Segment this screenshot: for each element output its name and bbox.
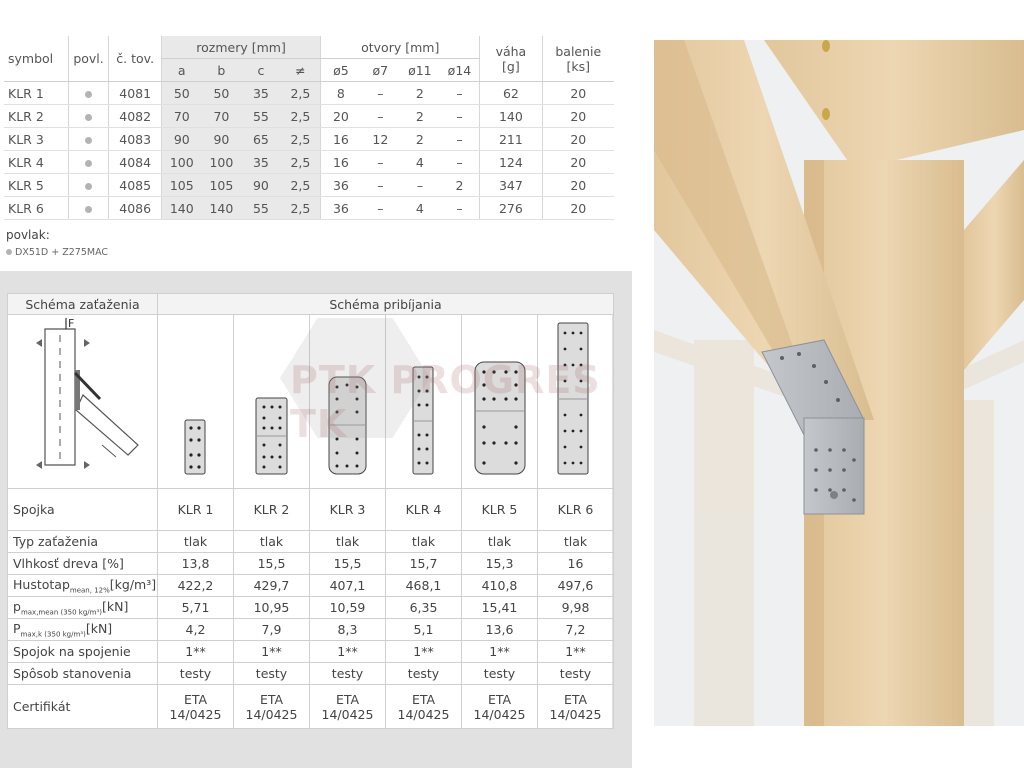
row-value: 16: [538, 553, 614, 575]
load-row: [8, 663, 614, 685]
timber-connector-photo: [654, 40, 1024, 726]
row-value: 1**: [234, 641, 310, 663]
cell-article-no: 4084: [109, 151, 162, 174]
coating-dot-icon: [85, 91, 92, 98]
row-value: KLR 4: [386, 489, 462, 531]
row-value: KLR 2: [234, 489, 310, 531]
cell-d11: 4: [400, 197, 440, 220]
cell-b: 90: [202, 128, 242, 151]
cell-d11: 2: [400, 128, 440, 151]
row-value: tlak: [158, 531, 234, 553]
cell-a: 90: [161, 128, 201, 151]
row-value: tlak: [462, 531, 538, 553]
cell-article-no: 4086: [109, 197, 162, 220]
row-value: ETA 14/0425: [462, 685, 538, 729]
row-value: 1**: [538, 641, 614, 663]
cell-t: 2,5: [281, 105, 321, 128]
row-label: $P_{max,k (350 kg/m^3)}[kN]$: [8, 619, 158, 641]
cell-coating: [68, 174, 109, 197]
cell-coating: [68, 105, 109, 128]
row-value: 5,1: [386, 619, 462, 641]
cell-c: 55: [241, 197, 280, 220]
load-row: [8, 641, 614, 663]
row-value: KLR 1: [158, 489, 234, 531]
table-row: [4, 128, 614, 151]
row-value: 7,9: [234, 619, 310, 641]
row-value: testy: [310, 663, 386, 685]
cell-article-no: 4085: [109, 174, 162, 197]
cell-vaha: 276: [480, 197, 542, 220]
row-value: tlak: [386, 531, 462, 553]
cell-d7: –: [361, 151, 400, 174]
row-label: Vlhkosť dreva [%]: [8, 553, 158, 575]
row-value: tlak: [234, 531, 310, 553]
col-symbol: symbol: [4, 36, 68, 82]
cell-balenie: 20: [542, 82, 614, 105]
coating-dot-icon: [6, 249, 12, 255]
cell-d5: 8: [321, 82, 361, 105]
row-label: Spojok na spojenie: [8, 641, 158, 663]
cell-balenie: 20: [542, 174, 614, 197]
cell-d14: –: [440, 151, 480, 174]
cell-d5: 36: [321, 197, 361, 220]
row-value: ETA 14/0425: [310, 685, 386, 729]
row-value: 13,6: [462, 619, 538, 641]
cell-balenie: 20: [542, 151, 614, 174]
cell-coating: [68, 128, 109, 151]
load-row: [8, 531, 614, 553]
product-photo: [654, 40, 1024, 726]
table-row: [4, 105, 614, 128]
cell-article-no: 4083: [109, 128, 162, 151]
cell-b: 100: [202, 151, 242, 174]
row-value: 4,2: [158, 619, 234, 641]
row-value: ETA 14/0425: [538, 685, 614, 729]
cell-d7: –: [361, 197, 400, 220]
load-row: [8, 489, 614, 531]
cell-symbol: KLR 1: [4, 82, 68, 105]
row-value: ETA 14/0425: [234, 685, 310, 729]
row-value: KLR 6: [538, 489, 614, 531]
cell-t: 2,5: [281, 82, 321, 105]
cell-d5: 36: [321, 174, 361, 197]
cell-coating: [68, 82, 109, 105]
row-label: Spojka: [8, 489, 158, 531]
cell-d14: –: [440, 105, 480, 128]
coating-dot-icon: [85, 206, 92, 213]
row-value: 10,59: [310, 597, 386, 619]
cell-c: 65: [241, 128, 280, 151]
cell-a: 50: [161, 82, 201, 105]
cell-b: 140: [202, 197, 242, 220]
col-thickness: ≠: [281, 59, 321, 82]
row-label: Spôsob stanovenia: [8, 663, 158, 685]
col-group-holes: otvory [mm]: [321, 36, 480, 59]
col-a: a: [161, 59, 201, 82]
row-value: KLR 5: [462, 489, 538, 531]
row-value: 10,95: [234, 597, 310, 619]
cell-vaha: 62: [480, 82, 542, 105]
row-value: ETA 14/0425: [158, 685, 234, 729]
cell-coating: [68, 197, 109, 220]
table-row: [4, 151, 614, 174]
cell-c: 35: [241, 151, 280, 174]
row-value: testy: [462, 663, 538, 685]
schema-nail-title: Schéma pribíjania: [158, 294, 614, 315]
row-label: $p_{max,mean (350 kg/m^3)}[kN]$: [8, 597, 158, 619]
row-value: testy: [158, 663, 234, 685]
cell-a: 140: [161, 197, 201, 220]
cell-d5: 20: [321, 105, 361, 128]
cell-c: 90: [241, 174, 280, 197]
cell-article-no: 4081: [109, 82, 162, 105]
row-value: 497,6: [538, 575, 614, 597]
cell-a: 105: [161, 174, 201, 197]
cell-vaha: 140: [480, 105, 542, 128]
cell-vaha: 124: [480, 151, 542, 174]
cell-d7: 12: [361, 128, 400, 151]
cell-b: 50: [202, 82, 242, 105]
cell-balenie: 20: [542, 105, 614, 128]
load-row: [8, 553, 614, 575]
load-diagram: [8, 315, 158, 489]
row-label: Hustotap$_{mean, 12\%}$[kg/m³]: [8, 575, 158, 597]
cell-a: 100: [161, 151, 201, 174]
table-row: [4, 197, 614, 220]
cell-vaha: 211: [480, 128, 542, 151]
cell-d11: –: [400, 174, 440, 197]
cell-d14: –: [440, 82, 480, 105]
load-scheme-drawing: [8, 315, 157, 485]
cell-t: 2,5: [281, 128, 321, 151]
schema-load-title: Schéma zaťaženia: [8, 294, 158, 315]
row-label: Typ zaťaženia: [8, 531, 158, 553]
cell-t: 2,5: [281, 174, 321, 197]
col-group-dimensions: rozmery [mm]: [161, 36, 320, 59]
row-value: 1**: [386, 641, 462, 663]
row-value: 407,1: [310, 575, 386, 597]
row-value: 1**: [310, 641, 386, 663]
cell-d7: –: [361, 174, 400, 197]
cell-symbol: KLR 3: [4, 128, 68, 151]
coating-value: DX51D + Z275MAC: [15, 247, 109, 258]
plate-klr1: [158, 315, 234, 489]
load-row: [8, 685, 614, 729]
row-value: 15,3: [462, 553, 538, 575]
row-value: tlak: [310, 531, 386, 553]
load-row: [8, 619, 614, 641]
row-value: ETA 14/0425: [386, 685, 462, 729]
row-value: 13,8: [158, 553, 234, 575]
cell-a: 70: [161, 105, 201, 128]
row-label: Certifikát: [8, 685, 158, 729]
coating-note: [6, 228, 108, 258]
coating-label: povlak:: [6, 228, 50, 242]
row-value: 422,2: [158, 575, 234, 597]
load-row: [8, 575, 614, 597]
row-value: 15,5: [310, 553, 386, 575]
cell-d14: –: [440, 128, 480, 151]
col-b: b: [202, 59, 242, 82]
row-value: 1**: [462, 641, 538, 663]
cell-vaha: 347: [480, 174, 542, 197]
col-coating: povl.: [68, 36, 109, 82]
cell-d5: 16: [321, 128, 361, 151]
row-value: testy: [234, 663, 310, 685]
cell-d14: –: [440, 197, 480, 220]
row-value: 410,8: [462, 575, 538, 597]
cell-symbol: KLR 6: [4, 197, 68, 220]
cell-b: 70: [202, 105, 242, 128]
coating-dot-icon: [85, 183, 92, 190]
col-d11: ø11: [400, 59, 440, 82]
row-value: testy: [538, 663, 614, 685]
cell-c: 35: [241, 82, 280, 105]
row-value: KLR 3: [310, 489, 386, 531]
table-row: [4, 82, 614, 105]
col-c: c: [241, 59, 280, 82]
cell-symbol: KLR 5: [4, 174, 68, 197]
row-value: 5,71: [158, 597, 234, 619]
cell-d11: 2: [400, 82, 440, 105]
watermark-text: PTK PROGRES TK: [290, 358, 601, 446]
col-weight: váha [g]: [480, 36, 542, 82]
load-row: [8, 597, 614, 619]
cell-d11: 2: [400, 105, 440, 128]
cell-d7: –: [361, 82, 400, 105]
cell-d14: 2: [440, 174, 480, 197]
table-row: [4, 174, 614, 197]
col-d7: ø7: [361, 59, 400, 82]
col-packaging: balenie [ks]: [542, 36, 614, 82]
row-value: 7,2: [538, 619, 614, 641]
cell-balenie: 20: [542, 197, 614, 220]
cell-d5: 16: [321, 151, 361, 174]
cell-d7: –: [361, 105, 400, 128]
col-d5: ø5: [321, 59, 361, 82]
cell-balenie: 20: [542, 128, 614, 151]
dimensions-table: [4, 36, 614, 220]
force-label: F: [68, 317, 75, 330]
row-value: 429,7: [234, 575, 310, 597]
coating-dot-icon: [85, 137, 92, 144]
cell-article-no: 4082: [109, 105, 162, 128]
cell-d11: 4: [400, 151, 440, 174]
row-value: 1**: [158, 641, 234, 663]
row-value: 15,5: [234, 553, 310, 575]
row-value: 9,98: [538, 597, 614, 619]
cell-t: 2,5: [281, 197, 321, 220]
cell-symbol: KLR 2: [4, 105, 68, 128]
cell-symbol: KLR 4: [4, 151, 68, 174]
cell-c: 55: [241, 105, 280, 128]
coating-dot-icon: [85, 160, 92, 167]
row-value: tlak: [538, 531, 614, 553]
row-value: 6,35: [386, 597, 462, 619]
row-value: 468,1: [386, 575, 462, 597]
row-value: testy: [386, 663, 462, 685]
row-value: 15,41: [462, 597, 538, 619]
row-value: 8,3: [310, 619, 386, 641]
cell-t: 2,5: [281, 151, 321, 174]
col-d14: ø14: [440, 59, 480, 82]
cell-b: 105: [202, 174, 242, 197]
cell-coating: [68, 151, 109, 174]
row-value: 15,7: [386, 553, 462, 575]
col-article-no: č. tov.: [109, 36, 162, 82]
coating-dot-icon: [85, 114, 92, 121]
